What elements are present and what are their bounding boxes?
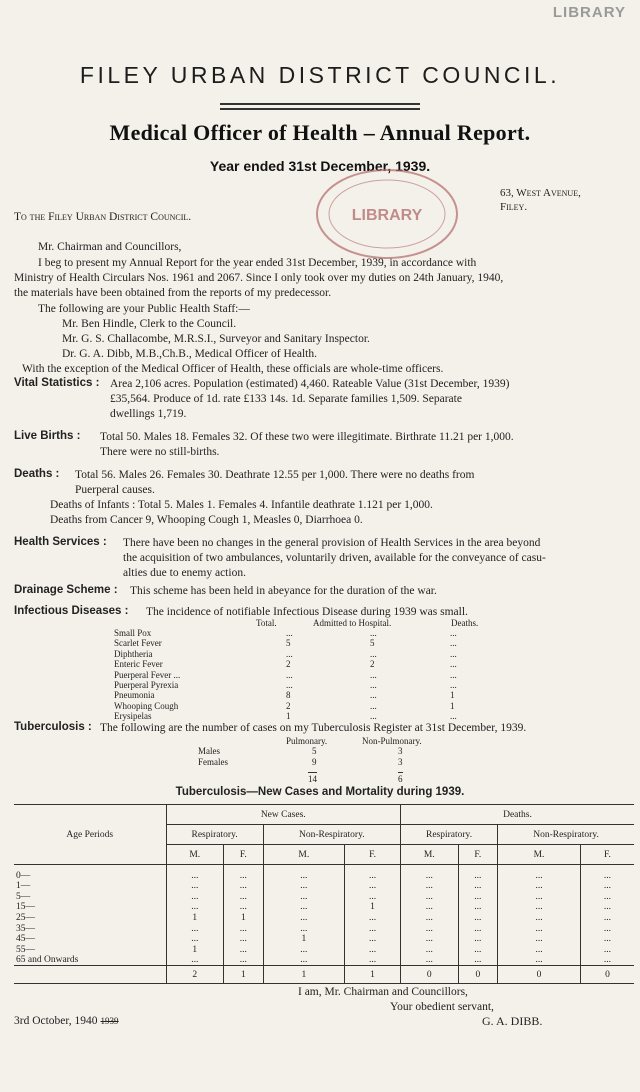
table-cell: ... (498, 892, 581, 903)
intro-paragraph (14, 256, 634, 301)
m-header: M. (166, 845, 224, 865)
table-cell: ... (400, 955, 458, 966)
intro-line: I beg to present my Annual Report for the year ended 31st December, 1939, in accordance with (38, 257, 477, 269)
f-header: F. (224, 845, 264, 865)
table-row (14, 865, 634, 882)
tb-header-pulm: Pulmonary. (286, 736, 328, 746)
table-cell: ... (263, 945, 344, 956)
vital-line: £35,564. Produce of 1d. rate £133 14s. 1d. Separate families 1,509. Separate (110, 393, 462, 405)
deaths-causes: Deaths from Cancer 9, Whooping Cough 1, Measles 0, Diarrhoea 0. (50, 514, 363, 526)
deaths-line: Total 56. Males 26. Females 30. Deathrate 12.55 per 1,000. There were no deaths from (75, 469, 475, 481)
age-period: 1— (14, 881, 166, 892)
deaths-label: Deaths : (14, 468, 60, 480)
table-cell: 1 (224, 913, 264, 924)
tb-nonpulm: 3 (398, 746, 403, 756)
disease-deaths: ... (450, 679, 457, 690)
health-line: alties due to enemy action. (123, 567, 246, 579)
age-period: 5— (14, 892, 166, 903)
infectious-row (100, 638, 500, 648)
table-cell: ... (400, 923, 458, 934)
disease-name: Diphtheria (114, 648, 153, 659)
table-row (14, 913, 634, 924)
tb-register-totals (198, 772, 428, 786)
vital-text (110, 377, 635, 422)
disease-deaths: ... (450, 669, 457, 680)
disease-total: 1 (286, 711, 291, 722)
f-header: F. (580, 845, 634, 865)
table-cell: ... (345, 913, 401, 924)
infectious-row (100, 711, 500, 721)
table-cell: ... (166, 892, 224, 903)
year-line: Year ended 31st December, 1939. (209, 158, 431, 174)
disease-hospital: ... (370, 648, 377, 659)
table-cell: ... (580, 902, 634, 913)
table-cell: ... (263, 923, 344, 934)
table-cell: ... (400, 865, 458, 882)
table-cell: ... (224, 934, 264, 945)
table-row (14, 934, 634, 945)
deaths-infants: Deaths of Infants : Total 5. Males 1. Females 4. Infantile deathrate 1.121 per 1,000. (50, 499, 433, 511)
struck-year: 1939 (100, 1016, 119, 1026)
disease-hospital: ... (370, 628, 377, 638)
table-cell: ... (263, 902, 344, 913)
library-stamp-icon (312, 166, 462, 262)
disease-name: Erysipelas (114, 711, 152, 722)
age-period: 15— (14, 902, 166, 913)
total-cell: 1 (345, 966, 401, 984)
births-line: There were no still-births. (100, 446, 220, 458)
age-periods-header: Age Periods (14, 805, 166, 865)
council-title: FILEY URBAN DISTRICT COUNCIL. (79, 62, 561, 88)
staff-item: Mr. Ben Hindle, Clerk to the Council. (62, 318, 237, 330)
infectious-row (100, 690, 500, 700)
salutation: Mr. Chairman and Councillors, (38, 241, 182, 253)
tb-register-row (198, 757, 428, 768)
table-cell: ... (498, 923, 581, 934)
table-cell: ... (458, 902, 498, 913)
age-period: 25— (14, 913, 166, 924)
tb-pulm: 9 (312, 757, 317, 767)
total-cell: 0 (498, 966, 581, 984)
f-header: F. (458, 845, 498, 865)
date: 3rd October, 1940 (14, 1015, 98, 1027)
new-cases-header: New Cases. (166, 805, 400, 825)
infectious-row (100, 701, 500, 711)
totals-label (14, 966, 166, 984)
tb-table-title: Tuberculosis—New Cases and Mortality during 1939. (175, 786, 465, 798)
table-cell: ... (580, 955, 634, 966)
table-cell: ... (400, 902, 458, 913)
table-cell: ... (580, 913, 634, 924)
table-cell: ... (166, 923, 224, 934)
disease-hospital: ... (370, 690, 377, 701)
address-line2: Filey. (500, 201, 528, 213)
total-cell: 0 (458, 966, 498, 984)
m-header: M. (498, 845, 581, 865)
table-cell: ... (458, 881, 498, 892)
health-line: the acquisition of two ambulances, voluntarily driven, available for the conveyance of casu- (123, 552, 546, 564)
disease-deaths: ... (450, 659, 457, 670)
age-period: 35— (14, 923, 166, 934)
table-cell: ... (458, 955, 498, 966)
table-cell: ... (166, 955, 224, 966)
tb-label: Tuberculosis : (14, 721, 92, 733)
tb-header-nonpulm: Non-Pulmonary. (362, 736, 422, 746)
infectious-label: Infectious Diseases : (14, 605, 129, 617)
drainage-label: Drainage Scheme : (14, 584, 118, 596)
resp-header: Respiratory. (166, 825, 263, 845)
table-cell: ... (458, 923, 498, 934)
table-cell: ... (580, 881, 634, 892)
infectious-row (100, 649, 500, 659)
table-cell: ... (498, 865, 581, 882)
disease-hospital: ... (370, 679, 377, 690)
table-cell: ... (345, 934, 401, 945)
deaths-line: Puerperal causes. (75, 484, 155, 496)
intro-line: the materials have been obtained from the reports of my predecessor. (14, 287, 332, 299)
disease-hospital: 5 (370, 638, 375, 649)
address (500, 186, 581, 214)
table-cell: ... (345, 945, 401, 956)
table-cell: ... (224, 955, 264, 966)
table-row (14, 955, 634, 966)
disease-deaths: ... (450, 628, 457, 638)
table-cell: ... (224, 865, 264, 882)
table-cell: ... (345, 955, 401, 966)
disease-name: Scarlet Fever (114, 638, 162, 649)
inf-header-deaths: Deaths. (451, 618, 479, 628)
addressee: To the Filey Urban District Council. (14, 211, 192, 223)
disease-name: Puerperal Pyrexia (114, 679, 179, 690)
total-cell: 1 (263, 966, 344, 984)
age-period: 55— (14, 945, 166, 956)
disease-hospital: 2 (370, 659, 375, 670)
infectious-row (100, 659, 500, 669)
signature: G. A. DIBB. (482, 1014, 543, 1028)
intro-line: Ministry of Health Circulars Nos. 1961 and 2067. Since I only took over my duties on 24th January, 1940, (14, 272, 504, 284)
staff-note: With the exception of the Medical Officer of Health, these officials are whole-time officers. (22, 363, 444, 375)
disease-hospital: ... (370, 669, 377, 680)
table-cell: ... (580, 945, 634, 956)
disease-deaths: ... (450, 648, 457, 659)
disease-total: 8 (286, 690, 291, 701)
table-row (14, 945, 634, 956)
divider-top (220, 103, 420, 105)
tb-nonpulm: 3 (398, 757, 403, 767)
disease-deaths: 1 (450, 700, 455, 711)
table-cell: ... (166, 865, 224, 882)
table-cell: ... (580, 892, 634, 903)
table-cell: ... (345, 865, 401, 882)
table-cell: ... (345, 881, 401, 892)
table-cell: ... (400, 945, 458, 956)
disease-name: Whooping Cough (114, 700, 179, 711)
table-cell: ... (458, 865, 498, 882)
table-cell: ... (580, 865, 634, 882)
table-cell: ... (345, 892, 401, 903)
disease-total: ... (286, 679, 293, 690)
health-line: There have been no changes in the general provision of Health Services in the area beyond (123, 537, 541, 549)
disease-deaths: ... (450, 711, 457, 722)
table-cell: ... (263, 913, 344, 924)
table-totals-row (14, 966, 634, 984)
table-cell: ... (498, 934, 581, 945)
table-row (14, 902, 634, 913)
disease-total: ... (286, 648, 293, 659)
divider-bottom (220, 108, 420, 110)
disease-total: ... (286, 669, 293, 680)
vital-line: dwellings 1,719. (110, 408, 187, 420)
total-cell: 1 (224, 966, 264, 984)
age-period: 45— (14, 934, 166, 945)
tb-pulm: 5 (312, 746, 317, 756)
table-cell: ... (458, 892, 498, 903)
table-cell: 1 (166, 945, 224, 956)
closing-line1: I am, Mr. Chairman and Councillors, (298, 986, 468, 998)
table-cell: ... (263, 881, 344, 892)
table-cell: ... (224, 892, 264, 903)
table-cell: ... (400, 913, 458, 924)
table-cell: ... (263, 865, 344, 882)
closing-line2: Your obedient servant, (390, 1001, 494, 1013)
vital-label: Vital Statistics : (14, 377, 100, 389)
infectious-table (100, 628, 500, 722)
table-cell: ... (498, 902, 581, 913)
health-text (123, 536, 635, 581)
inf-header-hospital: Admitted to Hospital. (313, 618, 392, 628)
disease-total: ... (286, 628, 293, 638)
total-cell: 0 (400, 966, 458, 984)
library-tag: LIBRARY (552, 4, 626, 21)
staff-item: Dr. G. A. Dibb, M.B.,Ch.B., Medical Officer of Health. (62, 348, 317, 360)
disease-deaths: 1 (450, 690, 455, 701)
table-cell: ... (580, 923, 634, 934)
table-cell: ... (263, 955, 344, 966)
staff-section (22, 302, 628, 377)
total-cell: 0 (580, 966, 634, 984)
table-row (14, 923, 634, 934)
table-cell: 1 (166, 913, 224, 924)
staff-item: Mr. G. S. Challacombe, M.R.S.I., Surveyor and Sanitary Inspector. (62, 333, 370, 345)
tb-register-row (198, 746, 428, 757)
tb-register (198, 746, 428, 786)
tb-sex: Females (198, 757, 228, 767)
inf-header-total: Total. (256, 618, 277, 628)
table-cell: ... (458, 945, 498, 956)
table-cell: 1 (345, 902, 401, 913)
disease-total: 2 (286, 659, 291, 670)
table-cell: ... (400, 881, 458, 892)
table-row (14, 881, 634, 892)
report-title: Medical Officer of Health – Annual Report. (109, 120, 531, 145)
drainage-text: This scheme has been held in abeyance for the duration of the war. (130, 585, 437, 597)
table-cell: ... (498, 881, 581, 892)
vital-line: Area 2,106 acres. Population (estimated) 4,460. Rateable Value (31st December, 1939) (110, 378, 510, 390)
disease-name: Enteric Fever (114, 659, 163, 670)
m-header: M. (400, 845, 458, 865)
table-cell: ... (580, 934, 634, 945)
tb-pulm-total: 14 (308, 774, 317, 784)
table-cell: ... (458, 913, 498, 924)
infectious-row (100, 628, 500, 638)
tb-text: The following are the number of cases on my Tuberculosis Register at 31st December, 1939. (100, 722, 527, 734)
stamp-text: LIBRARY (351, 207, 423, 224)
table-cell: ... (400, 892, 458, 903)
total-cell: 2 (166, 966, 224, 984)
infectious-row (100, 680, 500, 690)
infectious-row (100, 670, 500, 680)
table-cell: ... (263, 892, 344, 903)
tb-table (14, 804, 634, 984)
births-text (100, 430, 635, 460)
age-period: 0— (14, 865, 166, 882)
table-cell: ... (345, 923, 401, 934)
age-period: 65 and Onwards (14, 955, 166, 966)
table-cell: 1 (263, 934, 344, 945)
table-cell: ... (224, 881, 264, 892)
nonresp-header: Non-Respiratory. (498, 825, 634, 845)
disease-total: 5 (286, 638, 291, 649)
table-cell: ... (498, 913, 581, 924)
health-label: Health Services : (14, 536, 107, 548)
staff-intro: The following are your Public Health Staff:— (38, 303, 250, 315)
f-header: F. (345, 845, 401, 865)
table-cell: ... (166, 902, 224, 913)
disease-total: 2 (286, 700, 291, 711)
disease-name: Puerperal Fever ... (114, 669, 181, 680)
infectious-text: The incidence of notifiable Infectious Disease during 1939 was small. (146, 606, 468, 618)
table-cell: ... (224, 923, 264, 934)
disease-name: Small Pox (114, 628, 152, 638)
table-cell: ... (400, 934, 458, 945)
address-line1: 63, West Avenue, (500, 187, 581, 199)
table-cell: ... (458, 934, 498, 945)
deaths-header: Deaths. (400, 805, 634, 825)
table-cell: ... (224, 945, 264, 956)
table-cell: ... (166, 934, 224, 945)
m-header: M. (263, 845, 344, 865)
disease-name: Pneumonia (114, 690, 155, 701)
resp-header: Respiratory. (400, 825, 497, 845)
table-cell: ... (498, 945, 581, 956)
table-cell: ... (498, 955, 581, 966)
tb-nonpulm-total: 6 (398, 774, 403, 784)
births-label: Live Births : (14, 430, 81, 442)
table-cell: ... (166, 881, 224, 892)
table-cell: ... (224, 902, 264, 913)
disease-deaths: ... (450, 638, 457, 649)
nonresp-header: Non-Respiratory. (263, 825, 400, 845)
tb-sex: Males (198, 746, 220, 756)
disease-hospital: ... (370, 700, 377, 711)
date-line (14, 1014, 119, 1029)
table-row (14, 892, 634, 903)
deaths-text (50, 468, 635, 528)
births-line: Total 50. Males 18. Females 32. Of these two were illegitimate. Birthrate 11.21 per 1,000. (100, 431, 514, 443)
disease-hospital: ... (370, 711, 377, 722)
